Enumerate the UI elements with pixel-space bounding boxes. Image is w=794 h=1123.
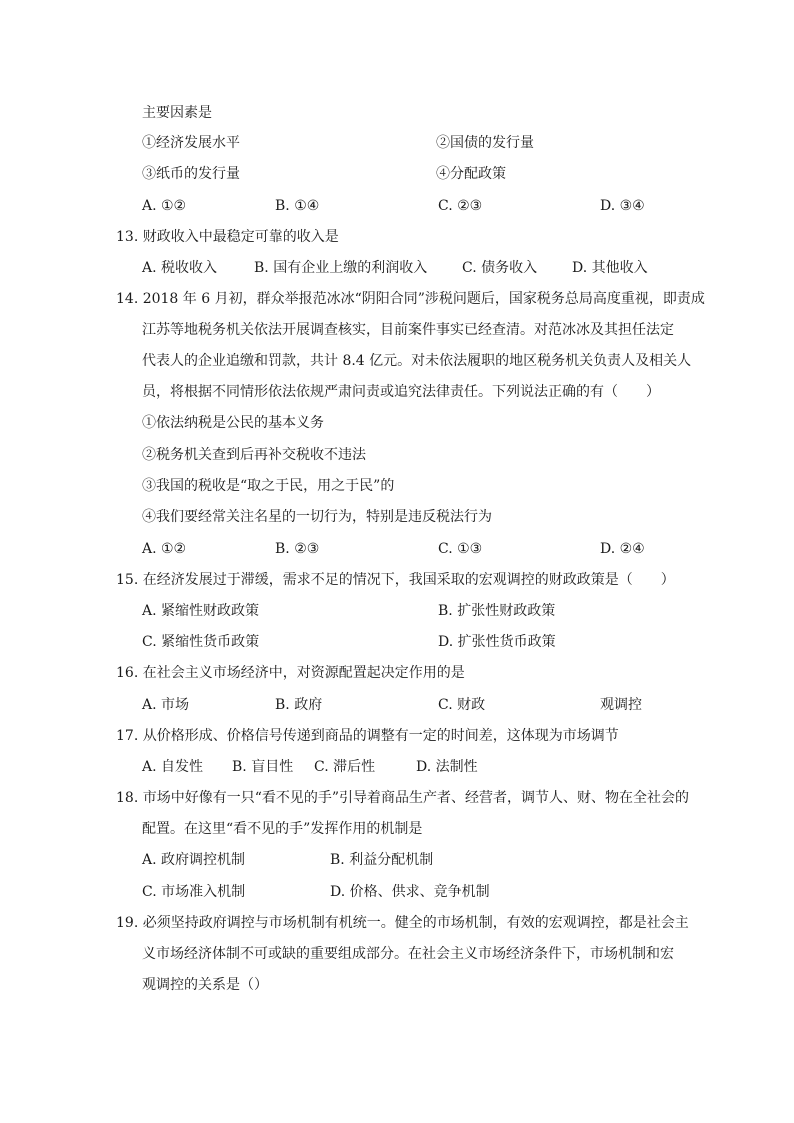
q14-item-2: ②税务机关查到后再补交税收不违法 [142,447,366,463]
q18-stem-line-1: 18. 市场中好像有一只“看不见的手”引导着商品生产者、经营者，调节人、财、物在全社会的 [116,790,690,806]
q12-item-4: ④分配政策 [436,166,506,182]
q17-option-c: C. 滞后性 [314,759,376,775]
q17-stem: 17. 从价格形成、价格信号传递到商品的调整有一定的时间差，这体现为市场调节 [116,728,619,744]
q17-option-d: D. 法制性 [416,759,478,775]
q13-option-c: C. 债务收入 [462,260,538,276]
q19-stem-line-1: 19. 必须坚持政府调控与市场机制有机统一。健全的市场机制，有效的宏观调控，都是社会主 [116,915,689,931]
q12-item-3: ③纸币的发行量 [142,166,240,182]
q14-stem-line-4: 员，将根据不同情形依法依规严肃问责或追究法律责任。下列说法正确的有（ ） [142,384,660,400]
q15-option-a: A. 紧缩性财政政策 [142,603,260,619]
q19-stem-line-3: 观调控的关系是（） [142,977,268,993]
q14-item-4: ④我们要经常关注名星的一切行为，特别是违反税法行为 [142,509,492,525]
q12-item-2: ②国债的发行量 [436,135,534,151]
q14-option-a: A. ①② [142,541,187,557]
q18-option-b: B. 利益分配机制 [330,852,434,868]
q14-option-b: B. ②③ [275,541,320,557]
q18-option-d: D. 价格、供求、竞争机制 [330,884,490,900]
q16-stem: 16. 在社会主义市场经济中，对资源配置起决定作用的是 [116,665,465,681]
q16-option-b: B. 政府 [275,697,323,713]
q13-stem: 13. 财政收入中最稳定可靠的收入是 [116,229,339,245]
q14-item-3: ③我国的税收是“取之于民，用之于民”的 [142,478,395,494]
q16-option-d: 观调控 [600,697,642,713]
q18-option-c: C. 市场准入机制 [142,884,246,900]
q18-stem-line-2: 配置。在这里“看不见的手”发挥作用的机制是 [142,821,423,837]
q14-option-d: D. ②④ [600,541,645,557]
q12-option-d: D. ③④ [600,198,645,214]
q12-option-b: B. ①④ [275,198,320,214]
q12-item-1: ①经济发展水平 [142,135,240,151]
q14-stem-line-2: 江苏等地税务机关依法开展调查核实，目前案件事实已经查清。对范冰冰及其担任法定 [142,322,674,338]
q14-option-c: C. ①③ [438,541,483,557]
q16-option-a: A. 市场 [142,697,190,713]
q13-option-b: B. 国有企业上缴的利润收入 [254,260,428,276]
q16-option-c: C. 财政 [438,697,486,713]
q15-stem: 15. 在经济发展过于滞缓，需求不足的情况下，我国采取的宏观调控的财政政策是（ ） [116,572,675,588]
q15-option-d: D. 扩张性货币政策 [438,634,556,650]
q17-option-a: A. 自发性 [142,759,204,775]
q17-option-b: B. 盲目性 [232,759,294,775]
q13-option-d: D. 其他收入 [572,260,648,276]
q13-option-a: A. 税收收入 [142,260,218,276]
q15-option-c: C. 紧缩性货币政策 [142,634,260,650]
q12-option-c: C. ②③ [438,198,483,214]
q12-option-a: A. ①② [142,198,187,214]
q14-stem-line-3: 代表人的企业追缴和罚款，共计 8.4 亿元。对未依法履职的地区税务机关负责人及相关人 [142,353,692,369]
q14-item-1: ①依法纳税是公民的基本义务 [142,415,324,431]
q19-stem-line-2: 义市场经济体制不可或缺的重要组成部分。在社会主义市场经济条件下，市场机制和宏 [142,946,674,962]
q18-option-a: A. 政府调控机制 [142,852,246,868]
q14-stem-line-1: 14. 2018 年 6 月初，群众举报范冰冰“阴阳合同”涉税问题后，国家税务总局高度重视，即责成 [116,291,705,307]
q15-option-b: B. 扩张性财政政策 [438,603,556,619]
q12-stem-tail: 主要因素是 [142,105,212,121]
